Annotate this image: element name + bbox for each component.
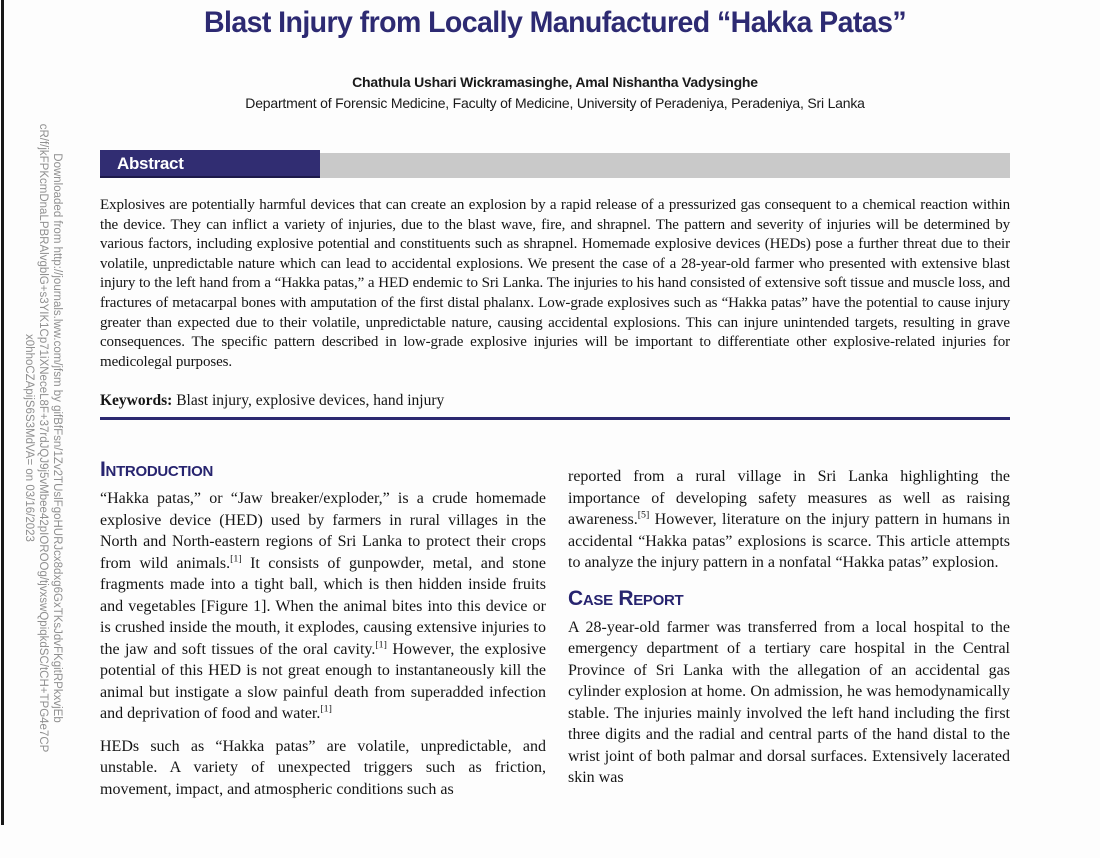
keywords-value: Blast injury, explosive devices, hand injury: [176, 392, 445, 409]
watermark-line: cR/f/jkFPKcmDnaLPBRAlvgblG+s3YIK1Cp71iXNeceL8F+37rdJQJ9j5vMbee42pIOROOg/tjvxswQpiqkdSC/tCH+TPG4e7CP: [37, 123, 49, 753]
section-divider-rule: [100, 417, 1010, 420]
abstract-header-gray-bar: [318, 153, 1010, 178]
introduction-paragraph-1: “Hakka patas,” or “Jaw breaker/exploder,” is a crude homemade explosive device (HED) used by farmers in rural villages in the North and North-eastern regions of Sri Lanka to protect their crops from wild animals.[1] It consists of gunpowder, metal, and stone fragments made into a tight ball, which is then hidden inside fruits and vegetables [Figure 1]. When the animal bites into this device or is crushed inside the mouth, it explodes, causing extensive injuries to the jaw and soft tissues of the oral cavity.[1] However, the explosive potential of this HED is not great enough to instantaneously kill the animal but instigate a slow painful death from superadded infection and deprivation of food and water.[1]: [100, 490, 546, 722]
right-column: [568, 458, 1010, 858]
watermark-line: Downloaded from http://journals.lww.com/jfsm by gifBfFsn/1Zv2TUslFgoHURJcx8dxg6GxTKsJdvFKgitRPkxvjEb: [51, 153, 63, 723]
keywords-line: [100, 392, 1010, 410]
affiliation-line: Department of Forensic Medicine, Faculty of Medicine, University of Peradeniya, Peradeniya, Sri Lanka: [245, 95, 865, 111]
section-heading-introduction: Introduction: [100, 458, 214, 481]
abstract-body: Explosives are potentially harmful devices that can create an explosion by a rapid release of a pressurized gas consequent to a chemical reaction within the device. They can inflict a variety of injuries, due to the blast wave, fire, and shrapnel. The pattern and severity of injuries will be determined by various factors, including explosive potential and constituents such as shrapnel. Homemade explosive devices (HEDs) pose a further threat due to their volatile, unpredictable nature which can lead to accidental explosions. We present the case of a 28-year-old farmer who presented with extensive blast injury to the left hand from a “Hakka patas,” a HED endemic to Sri Lanka. The injuries to his hand consisted of extensive soft tissue and muscle loss, and fractures of metacarpal bones with amputation of the first distal phalanx. Low-grade explosives such as “Hakka patas” have the potential to cause injury greater than expected due to their volatile, unpredictable nature, causing accidental explosions. This can injure unintended targets, resulting in grave consequences. The specific pattern described in low-grade explosive injuries will be important to differentiate other explosive-related injuries for medicolegal purposes.: [100, 197, 1010, 370]
abstract-heading-box: [100, 150, 320, 178]
watermark-line: x0hhoCZApijS6S3MdVA= on 03/16/2023: [23, 334, 35, 542]
left-column: [100, 458, 546, 858]
download-watermark: [22, 88, 64, 788]
paper-title: Blast Injury from Locally Manufactured “Hakka Patas”: [203, 6, 907, 39]
introduction-paragraph-2: HEDs such as “Hakka patas” are volatile, unpredictable, and unstable. A variety of unexpected triggers such as friction, movement, impact, and atmospheric conditions such as: [100, 737, 546, 798]
authors-line: Chathula Ushari Wickramasinghe, Amal Nishantha Vadysinghe: [352, 74, 758, 90]
section-heading-case-report: Case Report: [568, 586, 684, 610]
keywords-label: Keywords:: [100, 392, 173, 409]
abstract-heading: Abstract: [117, 154, 184, 173]
introduction-continuation-paragraph: reported from a rural village in Sri Lanka highlighting the importance of developing safety measures as well as raising awareness.[5] However, literature on the injury pattern in humans in accidental “Hakka patas” explosions is scarce. This article attempts to analyze the injury pattern in a nonfatal “Hakka patas” explosion.: [568, 468, 1010, 571]
left-edge-rule: [1, 0, 4, 825]
case-report-paragraph: A 28-year-old farmer was transferred from a local hospital to the emergency department of a tertiary care hospital in the Central Province of Sri Lanka with the allegation of an accidental gas cylinder explosion at home. On admission, he was hemodynamically stable. The injuries mainly involved the left hand including the first three digits and the radial and central parts of the hand distal to the wrist joint of both palmar and dorsal surfaces. Extensively lacerated skin was: [568, 618, 1010, 786]
